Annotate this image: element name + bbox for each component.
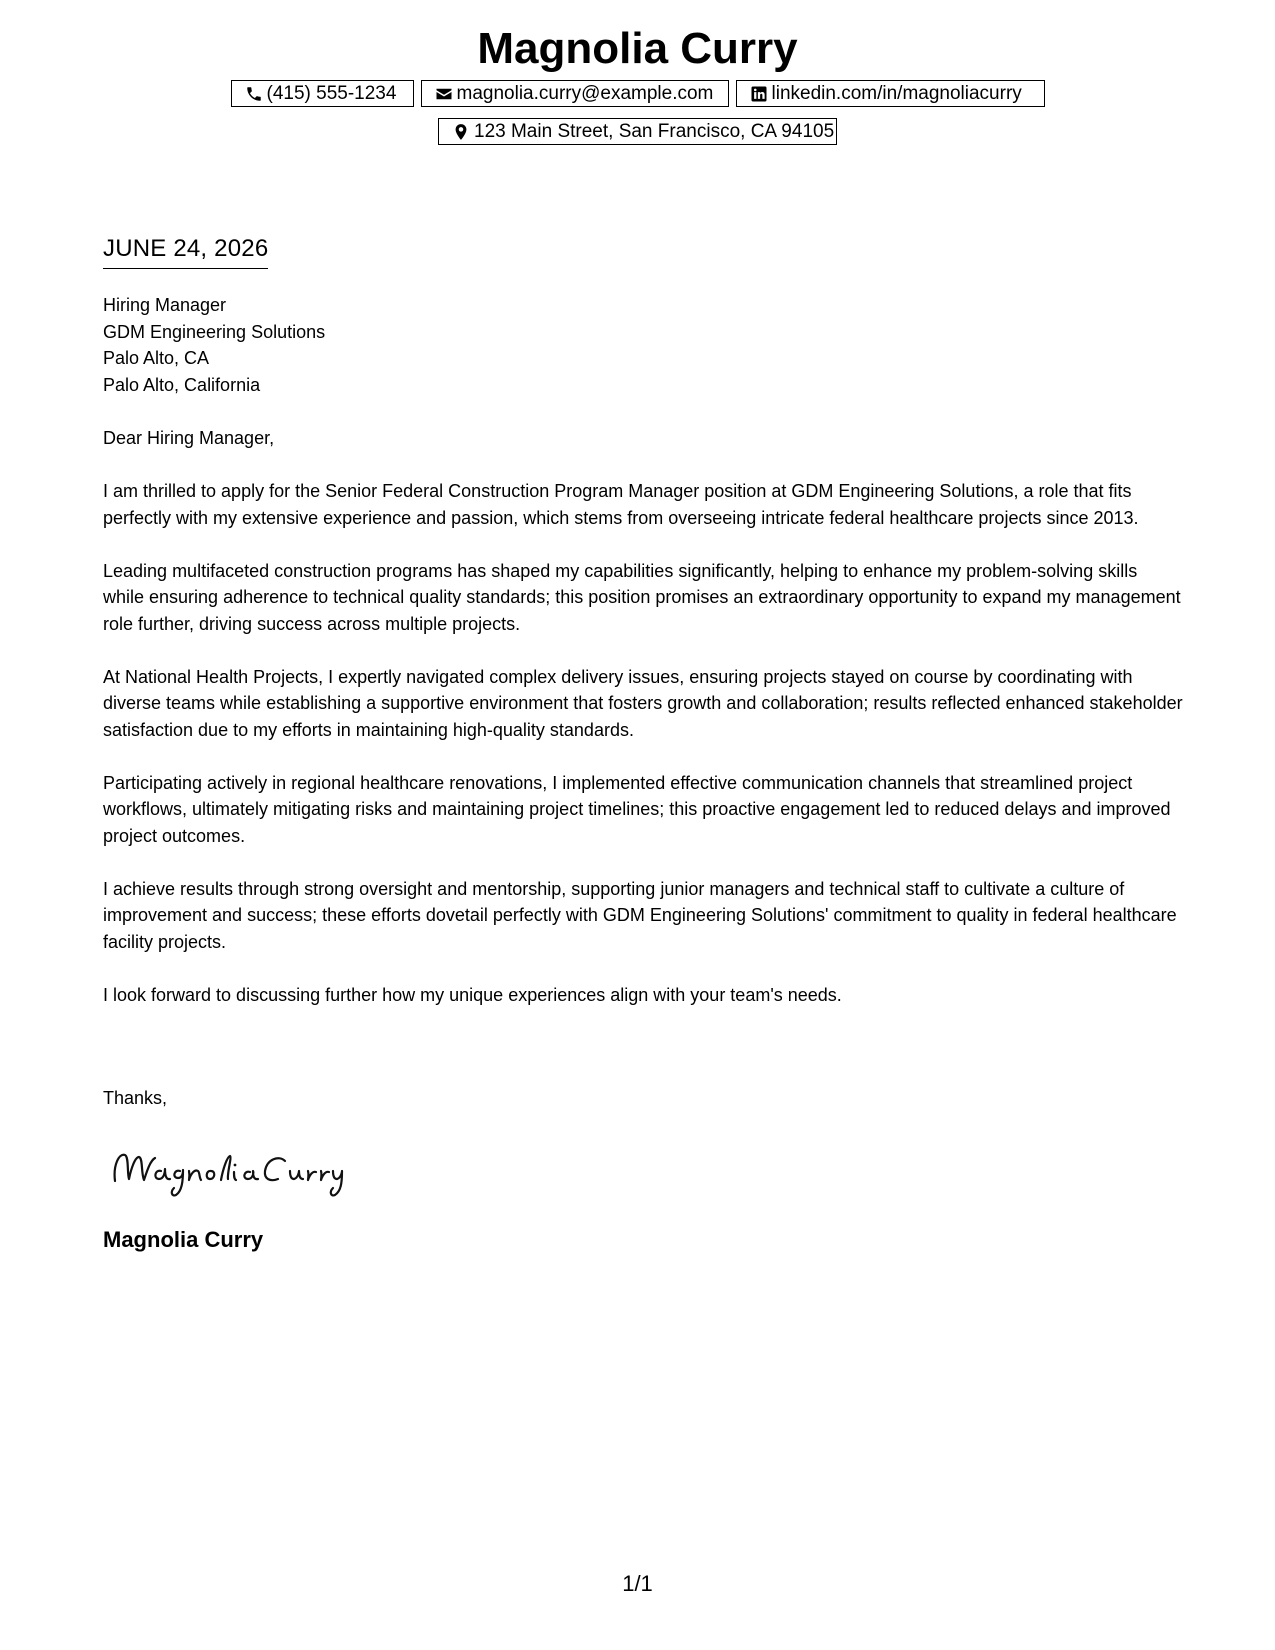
body-paragraph: Leading multifaceted construction programs has shaped my capabilities significantly, helping to enhance my problem-solving skills while ensuring adherence to technical quality standards; this position promises an extraordinary opportunity to expand my management role further, driving success across multiple projects.	[103, 560, 1181, 634]
contact-info-row	[0, 80, 1275, 107]
body-paragraph: At National Health Projects, I expertly navigated complex delivery issues, ensuring projects stayed on course by coordinating with diverse teams while establishing a supportive environment that fosters growth and collaboration; results reflected enhanced stakeholder satisfaction due to my efforts in maintaining high-quality standards.	[103, 666, 1183, 740]
body-paragraph: I look forward to discussing further how my unique experiences align with your team's needs.	[103, 984, 842, 1005]
page-number: 1/1	[622, 1571, 653, 1596]
phone-icon	[245, 85, 263, 103]
recipient-state: Palo Alto, California	[103, 374, 261, 395]
letter-date: JUNE 24, 2026	[103, 232, 268, 269]
linkedin-icon	[750, 85, 768, 103]
body-paragraph: I am thrilled to apply for the Senior Federal Construction Program Manager position at GDM Engineering Solutions, a role that fits perfectly with my extensive experience and passion, which stems from overseeing intricate federal healthcare projects since 2013.	[103, 481, 1139, 528]
phone-contact[interactable]	[231, 80, 414, 107]
salutation: Dear Hiring Manager,	[103, 428, 275, 448]
recipient-city: Palo Alto, CA	[103, 348, 210, 368]
email-contact[interactable]	[421, 80, 729, 107]
phone-text: (415) 555-1234	[266, 82, 397, 104]
handwritten-signature	[103, 1135, 363, 1205]
address-contact[interactable]	[438, 118, 837, 145]
signer-name: Magnolia Curry	[103, 1227, 264, 1252]
envelope-icon	[435, 85, 453, 103]
body-paragraph: Participating actively in regional healthcare renovations, I implemented effective communication channels that streamlined project workflows, ultimately mitigating risks and maintaining project timelines; this proactive engagement led to reduced delays and improved project outcomes.	[103, 772, 1171, 846]
address-text: 123 Main Street, San Francisco, CA 94105	[474, 120, 835, 142]
recipient-company: GDM Engineering Solutions	[103, 321, 326, 342]
applicant-name: Magnolia Curry	[477, 24, 798, 73]
email-text: magnolia.curry@example.com	[456, 82, 714, 104]
address-row	[0, 118, 1275, 145]
map-marker-icon	[452, 123, 470, 141]
closing: Thanks,	[103, 1088, 168, 1108]
linkedin-text: linkedin.com/in/magnoliacurry	[771, 82, 1022, 104]
body-paragraph: I achieve results through strong oversight and mentorship, supporting junior managers and technical staff to cultivate a culture of improvement and success; these efforts dovetail perfectly with GDM Engineering Solutions' commitment to quality in federal healthcare facility projects.	[103, 878, 1177, 952]
letter-body	[103, 478, 1183, 1035]
recipient-block	[103, 292, 1183, 398]
recipient-title: Hiring Manager	[103, 295, 227, 315]
linkedin-contact[interactable]	[736, 80, 1045, 107]
